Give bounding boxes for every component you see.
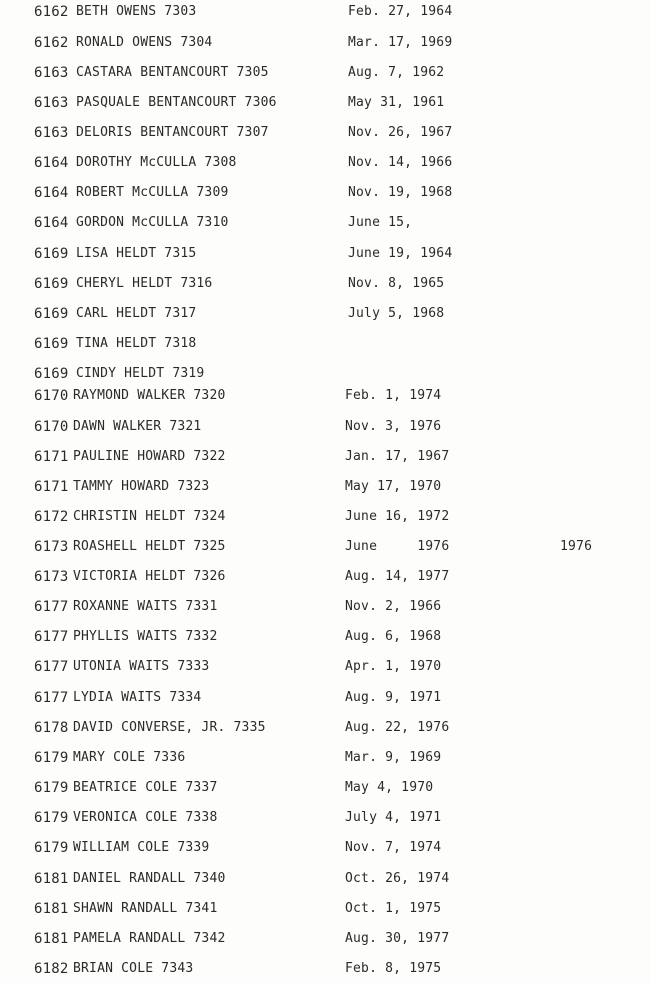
record-id: 6164 [34,155,69,171]
record-row [0,333,650,355]
record-id: 6177 [34,690,69,706]
record-name: TAMMY HOWARD 7323 [73,479,210,494]
record-id: 6173 [34,569,69,585]
record-date: Apr. 1, 1970 [345,659,442,674]
record-row [0,243,650,265]
record-date: Feb. 27, 1964 [348,4,453,19]
record-row [0,476,650,498]
record-row [0,928,650,950]
record-row [0,446,650,468]
record-row [0,868,650,890]
record-name: RONALD OWENS 7304 [76,35,213,50]
record-id: 6178 [34,720,69,736]
record-row [0,273,650,295]
record-row [0,1,650,23]
record-id: 6169 [34,306,69,322]
record-row [0,303,650,325]
record-row [0,416,650,438]
record-id: 6179 [34,750,69,766]
record-name: LYDIA WAITS 7334 [73,690,202,705]
record-row [0,506,650,528]
record-row [0,747,650,769]
record-name: GORDON McCULLA 7310 [76,215,229,230]
record-row [0,62,650,84]
record-id: 6162 [34,4,69,20]
record-row [0,687,650,709]
record-date: Nov. 7, 1974 [345,840,442,855]
record-date: June 16, 1972 [345,509,450,524]
record-date: Aug. 22, 1976 [345,720,450,735]
record-id: 6163 [34,95,69,111]
record-id: 6170 [34,419,69,435]
record-name: PASQUALE BENTANCOURT 7306 [76,95,277,110]
record-row [0,656,650,678]
record-name: CASTARA BENTANCOURT 7305 [76,65,269,80]
record-date: Oct. 1, 1975 [345,901,442,916]
record-name: DAWN WALKER 7321 [73,419,202,434]
record-row [0,363,650,385]
record-row [0,32,650,54]
record-id: 6177 [34,659,69,675]
record-id: 6181 [34,901,69,917]
record-row [0,122,650,144]
record-id: 6162 [34,35,69,51]
record-name: ROASHELL HELDT 7325 [73,539,226,554]
record-id: 6179 [34,780,69,796]
record-row [0,182,650,204]
record-name: UTONIA WAITS 7333 [73,659,210,674]
record-date: Oct. 26, 1974 [345,871,450,886]
record-name: BETH OWENS 7303 [76,4,197,19]
record-date: May 4, 1970 [345,780,434,795]
record-date: Feb. 1, 1974 [345,388,442,403]
record-row [0,837,650,859]
record-name: VICTORIA HELDT 7326 [73,569,226,584]
record-name: CINDY HELDT 7319 [76,366,205,381]
record-date: Nov. 19, 1968 [348,185,453,200]
record-name: BRIAN COLE 7343 [73,961,194,976]
record-row [0,626,650,648]
record-row [0,596,650,618]
record-date: Nov. 26, 1967 [348,125,453,140]
record-row [0,92,650,114]
record-date: May 31, 1961 [348,95,445,110]
record-name: CARL HELDT 7317 [76,306,197,321]
record-id: 6170 [34,388,69,404]
record-name: DELORIS BENTANCOURT 7307 [76,125,269,140]
record-id: 6163 [34,125,69,141]
record-row [0,807,650,829]
record-name: LISA HELDT 7315 [76,246,197,261]
record-row [0,777,650,799]
record-id: 6182 [34,961,69,977]
record-name: DANIEL RANDALL 7340 [73,871,226,886]
record-date: Aug. 7, 1962 [348,65,445,80]
record-date: Nov. 3, 1976 [345,419,442,434]
record-id: 6171 [34,479,69,495]
record-id: 6171 [34,449,69,465]
record-date: Feb. 8, 1975 [345,961,442,976]
record-id: 6169 [34,366,69,382]
record-id: 6169 [34,336,69,352]
record-name: BEATRICE COLE 7337 [73,780,218,795]
record-date: June 19, 1964 [348,246,453,261]
record-name: PAULINE HOWARD 7322 [73,449,226,464]
record-id: 6173 [34,539,69,555]
record-row [0,536,650,558]
record-date: May 17, 1970 [345,479,442,494]
record-name: CHERYL HELDT 7316 [76,276,213,291]
record-row [0,566,650,588]
record-id: 6177 [34,629,69,645]
record-name: MARY COLE 7336 [73,750,186,765]
record-date: Aug. 9, 1971 [345,690,442,705]
record-row [0,152,650,174]
record-name: TINA HELDT 7318 [76,336,197,351]
record-row [0,717,650,739]
record-row [0,385,650,407]
record-id: 6164 [34,185,69,201]
record-date: Jan. 17, 1967 [345,449,450,464]
record-id: 6179 [34,840,69,856]
record-date: June 15, [348,215,413,230]
record-date: Mar. 9, 1969 [345,750,442,765]
record-name: WILLIAM COLE 7339 [73,840,210,855]
record-date: Aug. 30, 1977 [345,931,450,946]
record-id: 6179 [34,810,69,826]
record-date: Mar. 17, 1969 [348,35,453,50]
record-row [0,212,650,234]
record-name: ROXANNE WAITS 7331 [73,599,218,614]
record-name: VERONICA COLE 7338 [73,810,218,825]
record-date: June 1976 [345,539,450,554]
record-id: 6164 [34,215,69,231]
record-id: 6172 [34,509,69,525]
record-id: 6181 [34,871,69,887]
record-date: Nov. 2, 1966 [345,599,442,614]
record-date: Aug. 6, 1968 [345,629,442,644]
record-id: 6177 [34,599,69,615]
record-date: Nov. 14, 1966 [348,155,453,170]
record-name: CHRISTIN HELDT 7324 [73,509,226,524]
record-id: 6181 [34,931,69,947]
record-row [0,958,650,980]
record-name: ROBERT McCULLA 7309 [76,185,229,200]
record-date: July 5, 1968 [348,306,445,321]
record-name: SHAWN RANDALL 7341 [73,901,218,916]
record-name: RAYMOND WALKER 7320 [73,388,226,403]
record-date: Aug. 14, 1977 [345,569,450,584]
record-id: 6169 [34,246,69,262]
record-id: 6163 [34,65,69,81]
record-name: DOROTHY McCULLA 7308 [76,155,237,170]
record-extra-note: 1976 [560,539,593,554]
record-row [0,898,650,920]
record-id: 6169 [34,276,69,292]
record-date: July 4, 1971 [345,810,442,825]
record-name: DAVID CONVERSE, JR. 7335 [73,720,266,735]
record-name: PHYLLIS WAITS 7332 [73,629,218,644]
record-name: PAMELA RANDALL 7342 [73,931,226,946]
record-date: Nov. 8, 1965 [348,276,445,291]
